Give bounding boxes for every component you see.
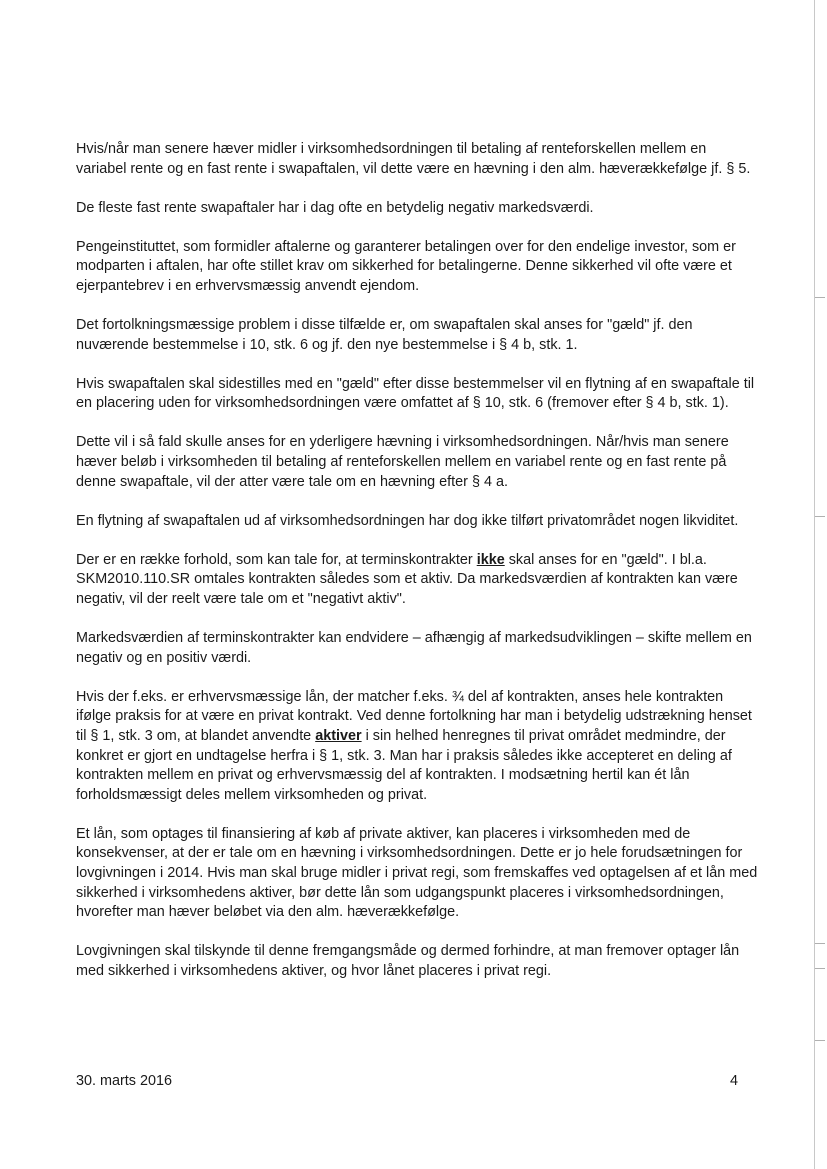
paragraph: De fleste fast rente swapaftaler har i dag ofte en betydelig negativ markedsværdi. [76,199,594,216]
document-body [76,140,760,982]
paragraph: Hvis swapaftalen skal sidestilles med en "gæld" efter disse bestemmelser vil en flytning af en swapaftale til en placering uden for virksomhedsordningen være omfattet af § 10, stk. 6 (fremover efter § 4 b, stk. 1). [76,375,755,412]
text-run: Der er en række forhold, som kan tale for, at terminskontrakter [76,551,477,568]
paragraph: Hvis/når man senere hæver midler i virksomhedsordningen til betaling af renteforskellen mellem en variabel rente og en fast rente i swapaftalen, vil dette være en hævning i den alm. hæverækkefølge jf. § 5. [76,141,751,177]
paragraph: En flytning af swapaftalen ud af virksomhedsordningen har dog ikke tilført privatområdet nogen likviditet. [76,512,739,529]
paragraph [76,688,760,806]
paragraph: Et lån, som optages til finansiering af køb af private aktiver, kan placeres i virksomheden med de konsekvenser, at der er tale om en hævning i virksomhedsordningen. Dette er jo hele forudsætningen for lovgivningen i 2014. Hvis man skal bruge midler i privat regi, som fremskaffes ved optagelsen af et lån med sikkerhed i virksomhedens aktiver, bør dette lån som udgangspunkt placeres i virksomhedsordningen, hvorefter man hæver beløbet via den alm. hæverækkefølge. [76,825,758,921]
scan-edge-line [814,0,815,1169]
underlined-emphasis: aktiver [315,727,362,744]
scan-tick-mark [815,1040,825,1041]
page-footer [76,1073,738,1089]
paragraph: Pengeinstituttet, som formidler aftalerne og garanterer betalingen over for den endelige investor, som er modparten i aftalen, har ofte stillet krav om sikkerhed for betalingerne. Denne sikkerhed vil ofte være et ejerpantebrev i en erhvervsmæssig anvendt ejendom. [76,238,736,294]
paragraph [76,551,760,610]
paragraph: Markedsværdien af terminskontrakter kan endvidere – afhængig af markedsudviklingen – skifte mellem en negativ og en positiv værdi. [76,630,752,666]
scan-tick-mark [815,297,825,298]
scan-tick-mark [815,943,825,944]
scan-tick-mark [815,516,825,517]
paragraph: Dette vil i så fald skulle anses for en yderligere hævning i virksomhedsordningen. Når/hvis man senere hæver beløb i virksomheden til betaling af renteforskellen mellem en variabel rente og en fast rente på denne swapaftale, vil der atter være tale om en hævning efter § 4 a. [76,434,729,490]
text-run: Hvis der f.eks. er erhvervsmæssige lån, der matcher f.eks. ¾ del af kontrakten, anses hele kontrakten ifølge praksis for at være en privat kontrakt. Ved denne fortolkning har man i betydelig udstrækning henset til § 1, stk. 3 om, at blandet anvendte [76,688,752,744]
text-run: i sin helhed henregnes til privat området medmindre, der konkret er gjort en undtagelse herfra i § 1, stk. 3. Man har i praksis således ikke accepteret en deling af kontrakten mellem en privat og erhvervsmæssig del af kontrakten. I modsætning hertil kan ét lån forholdsmæssigt deles mellem virksomheden og privat. [76,727,732,803]
footer-date: 30. marts 2016 [76,1073,172,1089]
text-run: skal anses for en "gæld". I bl.a. SKM2010.110.SR omtales kontrakten således som et aktiv. Da markedsværdien af kontrakten kan være negativ, vil der reelt være tale om et "negativt aktiv". [76,551,738,607]
paragraph: Det fortolkningsmæssige problem i disse tilfælde er, om swapaftalen skal anses for "gæld" jf. den nuværende bestemmelse i 10, stk. 6 og jf. den nye bestemmelse i § 4 b, stk. 1. [76,317,693,353]
paragraph: Lovgivningen skal tilskynde til denne fremgangsmåde og dermed forhindre, at man fremover optager lån med sikkerhed i virksomhedens aktiver, og hvor lånet placeres i privat regi. [76,943,740,979]
scan-tick-mark [815,968,825,969]
underlined-emphasis: ikke [476,551,505,568]
page-number: 4 [729,1073,738,1089]
